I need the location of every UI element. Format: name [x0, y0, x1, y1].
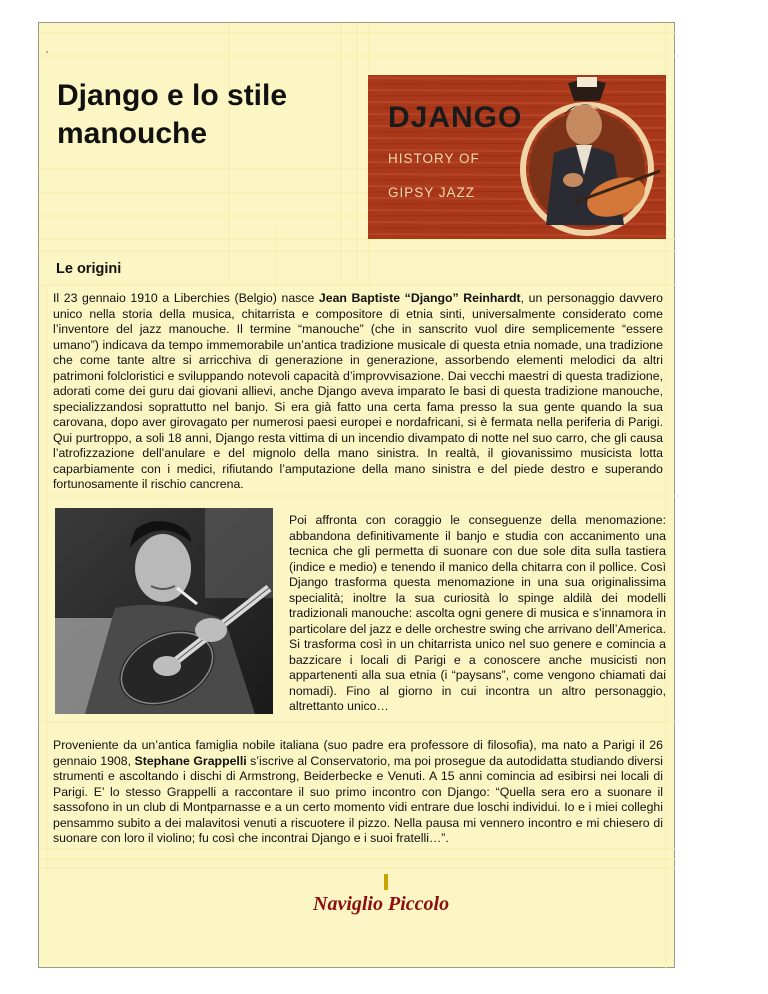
album-cover-image: [368, 75, 666, 239]
signature-mark: [384, 874, 388, 890]
paragraph-grappelli: [53, 738, 663, 847]
django-guitar-photo: [55, 508, 273, 714]
album-cover-art: [368, 75, 666, 239]
page-title: Django e lo stile manouche: [57, 79, 288, 150]
paragraph-text: Il 23 gennaio 1910 a Liberchies (Belgio) nasce: [53, 291, 319, 305]
cover-subtitle-line1: HISTORY OF: [388, 151, 480, 166]
paragraph-technique: Poi affronta con coraggio le conseguenze della menomazione: abbandona definitivamente il banjo e studia con accanimento una tecnica che gli permetta di suonare con due sole dita sulla tastiera (indice e medio) e tenendo il manico della chitarra con il pollice. Così Django trasforma questa menomazione in una sua originalissima specialità; inoltre la sua curiosità lo spinge aldilà dei modelli tradizionali manouche: ascolta ogni genere di musica e s’innamora in particolare del jazz e delle orchestre swing che arrivano dell’America. Si trasforma così in un chitarrista unico nel suo genere e comincia a bazzicare i locali di Parigi e a conoscere anche musicisti non appartenenti alla sua etnia (i “paysans”, come vengono chiamati dai nomadi). Fino al giorno in cui incontra un altro personaggio, altrettanto unico…: [289, 513, 666, 713]
paragraph-text: Proveniente da un’antica famiglia nobile italiana (suo padre era professore di filosofia), ma nato a Parigi il 26 gennaio 1908,: [53, 738, 663, 768]
name-bold-grappelli: Stephane Grappelli: [134, 753, 247, 768]
document-page: [38, 22, 675, 968]
signature: Naviglio Piccolo: [313, 893, 450, 915]
photo-illustration: [55, 508, 273, 714]
decorative-dot: [46, 51, 48, 53]
paragraph-text: , un personaggio davvero unico nella storia della musica, chitarrista e compositore di etnia sinti, universalmente considerato come l’inventore del jazz manouche. Il termine “manouche” (che in sanscrito vuol dire semplicemente “essere umano”) indicava da tempo immemorabile un’antica tradizione musicale di questa etnia nomade, una tradizione che come tante altre si arricchiva di generazione in generazione, assorbendo elementi melodici da altri patrimoni folcloristici e sviluppando notevoli capacità d’improvvisazione. Dai vecchi maestri di questa tradizione, adorati come dei guru dai giovani allievi, anche Django aveva imparato le basi di questa tradizione manouche, specializzandosi soprattutto nel banjo. Si era già fatto una certa fama presso la sua gente quando la sua carovana, dopo aver girovagato per numerosi paesi europei e nordafricani, si è fermata nella periferia di Parigi. Qui purtroppo, a soli 18 anni, Django resta vittima di un incendio divampato di notte nel suo carro, che gli causa l’atrofizzazione dell’anulare e del mignolo della mano sinistra. In realtà, il giovanissimo musicista lotta caparbiamente con i medici, rifiutando l’amputazione della mano sinistra e del piede destro e superando fortunosamente il rischio cancrena.: [53, 291, 663, 491]
cover-subtitle-line2: GIPSY JAZZ: [388, 185, 476, 200]
name-bold-django: Jean Baptiste “Django” Reinhardt: [318, 291, 521, 305]
cover-title-text: DJANGO: [388, 101, 523, 134]
paragraph-text: s’iscrive al Conservatorio, ma poi prosegue da autodidatta studiando diversi strumenti e ascoltando i dischi di Armstrong, Beiderbecke e Venuti. A 15 anni comincia ad esibirsi nei locali di Parigi. E’ lo stesso Grappelli a raccontare il suo primo incontro con Django: “Quella sera ero a suonare il sassofono in un club di Montparnasse e a un certo momento vidi entrare due loschi individui. Io e i miei colleghi pensammo subito a dei malavitosi venuti a riscuotere il pizzo. Nella pausa mi vennero incontro e mi chiesero di suonare con loro il violino; fu così che incontrai Django e i suoi fratelli…”.: [53, 753, 663, 845]
paragraph-origins: [53, 291, 663, 493]
section-heading: Le origini: [56, 261, 122, 277]
